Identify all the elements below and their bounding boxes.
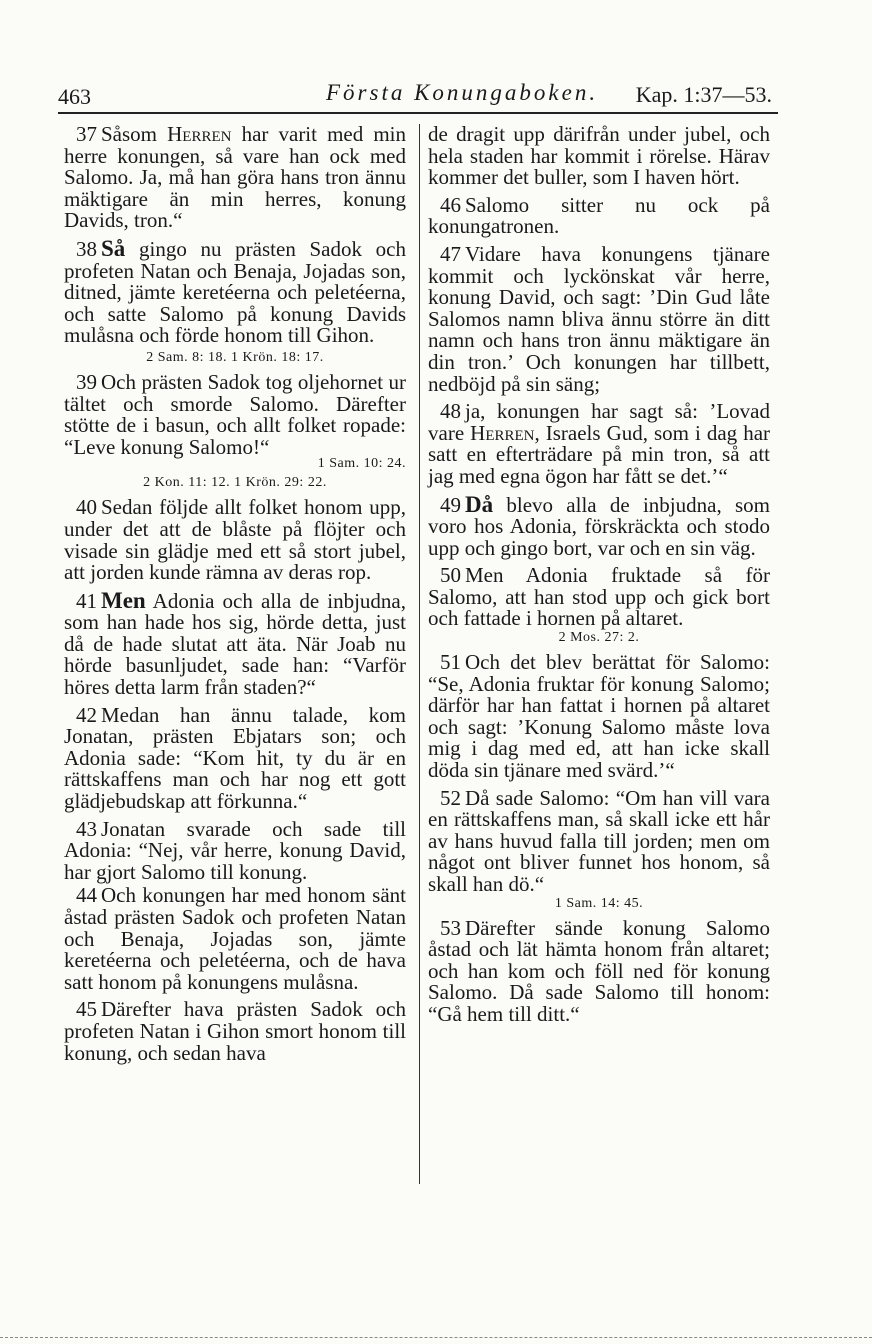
verse-number: 50 xyxy=(440,563,461,588)
verse-number: 51 xyxy=(440,650,461,675)
page-number: 463 xyxy=(58,84,91,109)
verse-53: 53 Därefter sände konung Salomo åstad och lät hämta honom från altaret; och han kom och föll ned för konung Salomo. Då sade Salomo till honom: “Gå hem till ditt.“ xyxy=(428,915,770,1026)
verse-39: 39 Och prästen Sadok tog oljehornet ur tältet och smorde Salomo. Därefter stötte de i basun, och allt folket ropade: “Leve konung Salomo!“ xyxy=(64,369,406,459)
verse-number: 37 xyxy=(76,122,97,146)
verse-number: 49 xyxy=(440,492,461,517)
verse-number: 46 xyxy=(440,192,461,217)
verse-52: 52 Då sade Salomo: “Om han vill vara en rättskaffens man, så skall icke ett hår av hans huvud falla till jorden; men om något ont bliver funnet hos honom, så skall han dö.“ xyxy=(428,785,770,896)
verse-number: 44 xyxy=(76,883,97,908)
header-rule xyxy=(58,112,778,114)
divine-name: Herren xyxy=(470,420,535,445)
verse-number: 52 xyxy=(440,785,461,810)
initial-word: Då xyxy=(465,491,494,517)
verse-number: 45 xyxy=(76,997,97,1022)
verse-number: 48 xyxy=(440,399,461,424)
verse-48: 48 ja, konungen har sagt så: ’Lovad vare Herren, Israels Gud, som i dag har satt en efterträdare på min tron, så att jag med egna ögon har fått se det.’“ xyxy=(428,399,771,488)
left-column xyxy=(64,124,406,1070)
verse-44: 44 Och konungen har med honom sänt åstad prästen Sadok och profeten Natan och Benaja, Jojadas son, jämte keretéerna och peletéerna, och de hava satt honom på konungens mulåsna. xyxy=(64,883,406,994)
verse-46: 46 Salomo sitter nu ock på konungatronen. xyxy=(428,192,770,239)
chapter-reference: Kap. 1:37—53. xyxy=(635,82,772,107)
verse-number: 38 xyxy=(76,236,97,261)
verse-41: 41 Men Adonia och alla de inbjudna, som han hade hos sig, hörde detta, just då de hade slutat att äta. När Joab nu hörde basunljudet, sade han: “Varför höres detta larm från staden?“ xyxy=(64,587,407,700)
divine-name: Herren xyxy=(167,122,232,146)
cross-reference: 2 Mos. 27: 2. xyxy=(558,630,640,646)
verse-number: 39 xyxy=(76,369,97,394)
verse-49: 49 Då blevo alla de inbjudna, som voro hos Adonia, förskräckta och stodo upp och gingo bort, var och en sin väg. xyxy=(428,491,770,560)
verse-number: 40 xyxy=(76,495,97,520)
verse-51: 51 Och det blev berättat för Salomo: “Se, Adonia fruktar för konung Salomo; därför har han fattat i hornen på altaret och sagt: ’Konung Salomo måste lova mig i dag med ed, att han icke skall döda sin tjänare med svärd.’“ xyxy=(428,650,770,783)
initial-word: Så xyxy=(101,235,126,261)
column-divider xyxy=(419,124,420,1184)
verse-37: 37 Såsom Herren har varit med min herre konungen, så vare han ock med Salomo. Ja, må han göra hans tron ännu mäktigare än min herres, konung Davids, tron.“ xyxy=(64,122,407,233)
verse-number: 53 xyxy=(440,915,461,940)
verse-45-continued: de dragit upp därifrån under jubel, och hela staden har kommit i rörelse. Härav kommer det buller, som I haven hört. xyxy=(428,122,770,190)
verse-number: 41 xyxy=(76,588,97,613)
page-edge xyxy=(0,1337,872,1338)
book-title: Första Konungaboken. xyxy=(326,80,599,105)
initial-word: Men xyxy=(101,587,146,613)
verse-42: 42 Medan han ännu talade, kom Jonatan, prästen Ebjatars son; och Adonia sade: “Kom hit, ty du är en rättskaffens man och har nog ett gott glädjebudskap att förkunna.“ xyxy=(64,702,406,814)
right-column xyxy=(428,124,770,1032)
verse-45: 45 Därefter hava prästen Sadok och profeten Natan i Gihon smort honom till konung, och sedan hava xyxy=(64,997,406,1065)
cross-reference: 2 Sam. 8: 18. 1 Krön. 18: 17. xyxy=(146,349,324,365)
verse-40: 40 Sedan följde allt folket honom upp, under det att de blåste på flöjter och visade sin glädje med ett så stort jubel, att jorden kunde rämna av deras rop. xyxy=(64,495,406,585)
verse-47: 47 Vidare hava konungens tjänare kommit och lyckönskat vår herre, konung David, och sagt: ’Din Gud låte Salomos namn bliva ännu större än ditt namn och hans tron ännu mäktigare än din tron.’ Och konungen har tillbett, nedböjd på sin säng; xyxy=(428,241,770,396)
verse-38: 38 Så gingo nu prästen Sadok och profeten Natan och Benaja, Jojadas son, ditned, jämte keretéerna och peletéerna, och satte Salomo på konung Davids mulåsna och förde honom till Gihon. xyxy=(64,235,407,348)
verse-number: 43 xyxy=(76,816,97,841)
cross-reference: 1 Sam. 14: 45. xyxy=(554,895,644,911)
verse-50: 50 Men Adonia fruktade så för Salomo, att han stod upp och gick bort och fattade i hornen på altaret. xyxy=(428,563,770,631)
cross-reference: 1 Sam. 10: 24. xyxy=(317,456,406,472)
verse-number: 42 xyxy=(76,702,97,727)
verse-number: 47 xyxy=(440,241,461,266)
cross-reference: 2 Kon. 11: 12. 1 Krön. 29: 22. xyxy=(143,475,327,491)
page-header xyxy=(58,80,778,114)
verse-43: 43 Jonatan svarade och sade till Adonia: “Nej, vår herre, konung David, har gjort Salomo till konung. xyxy=(64,816,406,884)
